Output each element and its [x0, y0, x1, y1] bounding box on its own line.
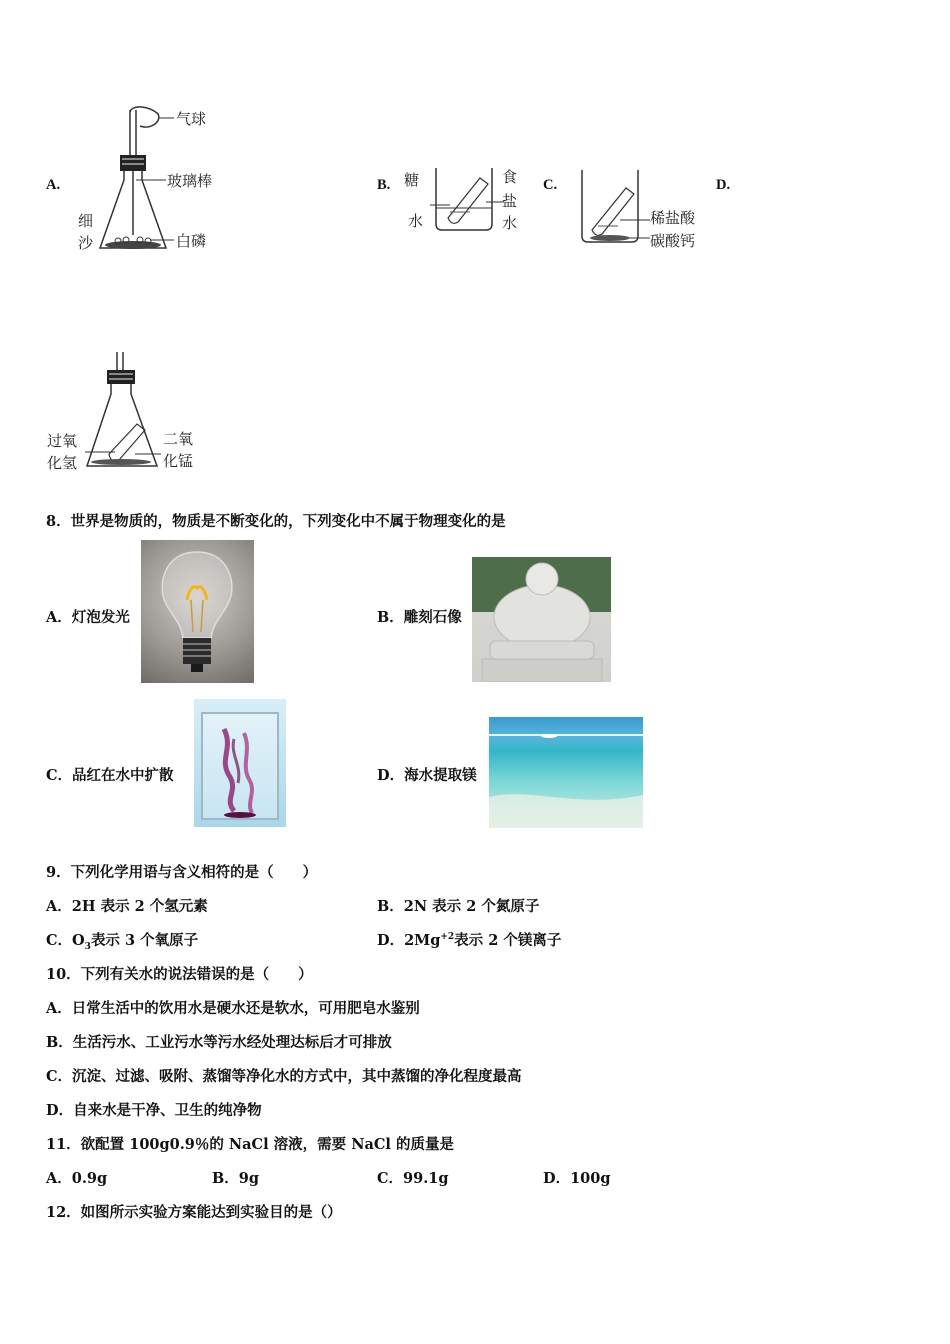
q9-option-d-post: 表示 2 个镁离子 — [454, 932, 562, 949]
q9-option-c-post: 表示 3 个氧原子 — [90, 932, 199, 949]
label-dilute-hcl: 稀盐酸 — [650, 209, 696, 227]
label-sand: 沙 — [78, 234, 94, 252]
q11-option-c: C．99.1g — [377, 1170, 449, 1187]
q7-diagram-d — [45, 350, 215, 475]
q7-diagram-c — [570, 160, 710, 255]
q11-option-b: B．9g — [212, 1170, 259, 1187]
q8-option-c: C．品红在水中扩散 — [46, 767, 174, 784]
q9-option-b: B．2N 表示 2 个氮原子 — [377, 898, 540, 915]
label-salt-1: 食 — [502, 168, 518, 186]
label-water-right: 水 — [502, 214, 518, 232]
q9-option-c-sub: 3 — [84, 941, 91, 952]
label-mno2-1: 二氧 — [163, 430, 194, 448]
q10-option-d: D．自来水是干净、卫生的纯净物 — [46, 1102, 262, 1119]
label-fine: 细 — [78, 212, 94, 230]
q7-option-b-label: B. — [377, 177, 391, 193]
q9-option-d — [377, 929, 561, 950]
q7-option-a-label: A. — [46, 177, 61, 193]
label-h2o2-2: 化氢 — [47, 454, 78, 472]
q12-stem: 12．如图所示实验方案能达到实验目的是（） — [46, 1204, 342, 1221]
q11-stem: 11．欲配置 100g0.9％的 NaCl 溶液，需要 NaCl 的质量是 — [46, 1136, 454, 1153]
q9-stem: 9．下列化学用语与含义相符的是（ ） — [46, 864, 318, 881]
label-glass-rod: 玻璃棒 — [167, 172, 213, 190]
label-salt-2: 盐 — [502, 192, 518, 210]
q7-diagram-b — [400, 160, 530, 240]
q8-stem: 8．世界是物质的，物质是不断变化的，下列变化中不属于物理变化的是 — [46, 513, 506, 530]
seawater-image — [489, 717, 643, 828]
label-mno2-2: 化锰 — [163, 452, 194, 470]
q11-option-a: A．0.9g — [46, 1170, 108, 1187]
q8-option-b: B．雕刻石像 — [377, 609, 462, 626]
q10-option-c: C．沉淀、过滤、吸附、蒸馏等净化水的方式中，其中蒸馏的净化程度最高 — [46, 1068, 522, 1085]
label-h2o2-1: 过氧 — [47, 432, 78, 450]
label-water-left: 水 — [408, 212, 424, 230]
q10-option-a: A．日常生活中的饮用水是硬水还是软水，可用肥皂水鉴别 — [46, 1000, 420, 1017]
label-balloon: 气球 — [176, 110, 207, 128]
label-sugar: 糖 — [404, 171, 420, 189]
stone-statue-image — [472, 557, 611, 682]
dye-diffusion-image — [194, 699, 286, 827]
q9-option-c — [46, 929, 198, 952]
q8-option-d: D．海水提取镁 — [377, 767, 477, 784]
q7-option-d-label: D. — [716, 177, 731, 193]
q8-option-a: A．灯泡发光 — [46, 609, 130, 626]
q7-option-c-label: C. — [543, 177, 558, 193]
q9-option-c-pre: C．O — [46, 932, 85, 949]
q9-option-d-sup: +2 — [440, 932, 455, 943]
q10-option-b: B．生活污水、工业污水等污水经处理达标后才可排放 — [46, 1034, 392, 1051]
label-caco3: 碳酸钙 — [650, 232, 696, 250]
bulb-image — [141, 540, 254, 683]
label-white-phosphorus: 白磷 — [176, 232, 207, 250]
q9-option-a: A．2H 表示 2 个氢元素 — [46, 898, 208, 915]
q11-option-d: D．100g — [543, 1170, 611, 1187]
q10-stem: 10．下列有关水的说法错误的是（ ） — [46, 966, 313, 983]
q7-diagram-a — [70, 100, 230, 260]
q9-option-d-pre: D．2Mg — [377, 932, 441, 949]
